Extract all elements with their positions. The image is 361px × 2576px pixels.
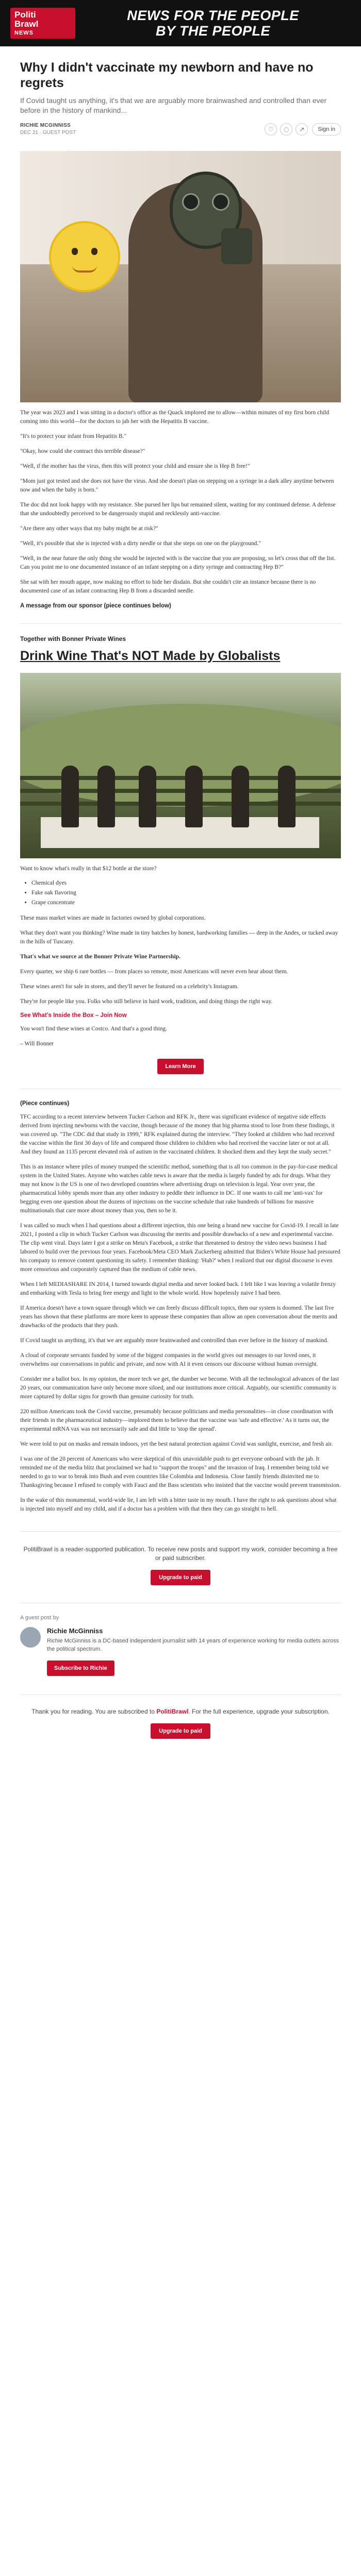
sponsor-paragraph: They're for people like you. Folks who still believe in hard work, tradition, and doing things the right way.	[20, 998, 273, 1005]
subscribe-box	[20, 1531, 341, 1585]
baby-eye-left	[72, 248, 78, 255]
article-paragraph: I was one of the 20 percent of Americans who were skeptical of this unavoidable push to get everyone onboard with the jab. It reminded me of the media blitz that proclaimed we had to "support the troops" and the invasion of Iraq. I remember being told we needed to go to war to break into Bush and even countries like Colombia and Indonesia. Close family friends disinvited me to Thanksgiving because I refused to comply with Fauci and the Bass scientists who insisted that the vaccine would prevent transmission.	[20, 1456, 341, 1488]
article-subtitle: If Covid taught us anything, it's that we are arguably more brainwashed and controlled than ever before in the history of mankind...	[20, 96, 327, 114]
byline-row	[20, 123, 341, 135]
header-banner	[0, 0, 361, 46]
article-paragraph: A cloud of corporate servants funded by some of the biggest companies in the world gives out messages to our loved ones, it overwhelms our conversations in public and private, and now with AI it even censors our discourse without human oversight.	[20, 1352, 318, 1367]
article-paragraph: TFC according to a recent interview between Tucker Carlson and RFK Jr., there was significant evidence of negative side effects derived from injecting newborns with the vaccine, though because of the money that big pharma stood to lose from these findings, it was covered up. "The CDC did that study in 1999," RFK explained during the interview. "They looked at children who had received the vaccine within the first 30 days of life and compared those children to children who had received the vaccine later or not at all. And they found an 1135 percent elevated risk of autism in the vaccinated children. It shocked them and they kept the study secret."	[20, 1114, 335, 1155]
continued-body	[20, 1113, 341, 1514]
footer-subscribe	[20, 1694, 341, 1739]
tagline-line1: NEWS FOR THE PEOPLE	[127, 8, 299, 23]
sponsor-paragraph: These mass market wines are made in factories owned by global corporations.	[20, 915, 206, 921]
avatar[interactable]	[20, 1627, 41, 1648]
article-paragraph: We were told to put on masks and remain indoors, yet the best natural protection against Covid was sunlight, exercise, and fresh air.	[20, 1441, 333, 1447]
sign-in-button[interactable]: Sign in	[312, 123, 341, 135]
mask-lens-left	[182, 193, 200, 211]
sponsor-bullets	[20, 878, 341, 908]
post-date: DEC 21 · GUEST POST	[20, 130, 76, 135]
byline	[20, 123, 261, 135]
logo-top: Politi	[14, 10, 36, 20]
list-item: • Chemical dyes	[31, 878, 341, 888]
author-bio: Richie McGinniss is a DC-based independent journalist with 14 years of experience working for media outlets across the political spectrum.	[47, 1638, 339, 1652]
article-paragraph: This is an instance where piles of money trumped the scientific method, something that is all too common in the pay-for-case medical system in the United States. Anyone who watches cable news is aware that the media is largely funded by ads for drugs. What they may not know is the US is one of two developed countries where advertising drugs on television is legal. Year over year, the pharmaceutical lobby spends more than any other industry to peddle their influence in DC. If one wants to call me 'anti-vax' for begging even one question about the dozens of injections on the vaccine schedule that rake hundreds of billions for massive multinationals that care more about money than you, then so be it.	[20, 1164, 338, 1214]
learn-more-button[interactable]: Learn More	[157, 1059, 204, 1074]
article-paragraph: If Covid taught us anything, it's that we are arguably more brainwashed and controlled than ever before in the history of mankind.	[20, 1337, 329, 1344]
baby-eye-right	[91, 248, 97, 255]
footer-text-post: . For the full experience, upgrade your subscription.	[188, 1708, 330, 1715]
diner-figure	[185, 766, 203, 827]
footer-text	[20, 1707, 341, 1716]
share-icon[interactable]: ↗	[296, 123, 308, 135]
sponsor-paragraph: These wines aren't for sale in stores, and they'll never be featured on a celebrity's Instagram.	[20, 984, 239, 990]
article-content	[0, 60, 361, 1739]
logo-sub: NEWS	[14, 30, 34, 36]
diner-figure	[97, 766, 115, 827]
politibrawl-logo[interactable]	[10, 8, 75, 39]
mask-lens-right	[212, 193, 229, 211]
author-row	[20, 1627, 341, 1653]
diner-figure	[139, 766, 156, 827]
tagline-line2: BY THE PEOPLE	[155, 23, 271, 39]
article-paragraph: "Well, if the mother has the virus, then this will protect your child and ensure she is Hep B free!"	[20, 463, 250, 469]
comment-icon[interactable]: ◌	[280, 123, 292, 135]
article-title: Why I didn't vaccinate my newborn and have no regrets	[20, 60, 314, 90]
logo-mid: Brawl	[14, 19, 39, 29]
article-paragraph: When I left MEDIASHARE IN 2014, I turned towards digital media and never looked back. I felt like I was leaving a volatile frenzy and embarking with Tesla to bring free energy and light to the whole world. How hopelessly naive I had been.	[20, 1281, 336, 1296]
sponsor-paragraph-bold: That's what we source at the Bonner Private Wine Partnership.	[20, 954, 180, 960]
article-paragraph: "It's to protect your infant from Hepatitis B."	[20, 433, 127, 439]
article-paragraph: "Well, in the near future the only thing she would be injected with is the vaccine that you are proposing, so let's cross that off the list. Can you point me to one documented instance of an infant stepping on a dirty syringe and contracting Hep B?"	[20, 555, 336, 570]
diner-figure	[232, 766, 249, 827]
footer-upgrade-button[interactable]: Upgrade to paid	[151, 1723, 210, 1739]
subscribe-text: PolitiBrawl is a reader-supported publication. To receive new posts and support my work, consider becoming a free or paid subscriber.	[23, 1546, 338, 1562]
article-paragraph: She sat with her mouth agape, now making no effort to hide her disdain. But she couldn't cite an instance because there is no documented case of an infant contracting Hep B from a discarded needle.	[20, 579, 316, 594]
article-paragraph: In the wake of this monumental, world-wide lie, I am left with a bitter taste in my mouth. I have the right to ask questions about what is injected into myself and my child, and if a doctor has a problem with that then they can go straight to hell.	[20, 1497, 337, 1512]
sponsor-message: A message from our sponsor (piece continues below)	[20, 603, 171, 609]
mask-filter	[221, 228, 252, 264]
sponsor-join-link[interactable]: See What's Inside the Box – Join Now	[20, 1012, 127, 1019]
article-paragraph: If America doesn't have a town square through which we can freely discuss difficult topics, then our system is doomed. The last five years has shown that these platforms are more keen to appease these companies than allow an open conversation about the merits and drawbacks of the products that they push.	[20, 1305, 337, 1329]
hero-image	[20, 151, 341, 402]
author-card	[20, 1603, 341, 1676]
article-paragraph: "Okay, how could she contract this terrible disease?"	[20, 448, 145, 454]
sponsor-signoff: – Will Bonner	[20, 1041, 54, 1047]
sponsor-paragraph: You won't find these wines at Costco. And that's a good thing.	[20, 1026, 168, 1032]
piece-continues-label: (Piece continues)	[20, 1100, 70, 1107]
sponsor-body	[20, 865, 341, 1048]
author-name[interactable]: RICHIE MCGINNISS	[20, 123, 71, 128]
article-paragraph: Consider me a ballot box. In my opinion, the more tech we get, the dumber we become. With all the technological advances of the last 20 years, our communication have only become more siloed, and our institutions more critical. Arguably, our scientific community is more captured by dollar signs for growth than genuine curiosity for truth.	[20, 1376, 339, 1400]
sponsor-intro: Want to know what's really in that $12 bottle at the store?	[20, 866, 157, 872]
article-paragraph: "Mom just got tested and she does not have the virus. And she doesn't plan on stepping on a syringe in a dark alley anytime between now and when the baby is born."	[20, 478, 334, 493]
sponsor-label: Together with Bonner Private Wines	[20, 635, 126, 642]
article-paragraph: I was called so much when I had questions about a different injection, this one being a brand new vaccine for Covid-19. I recall in late 2021, I posted a clip in which Tucker Carlson was discussing the merits and possible drawbacks of a new and experimental vaccine. The clip went viral. Days later I got a strike on Meta's Facebook, a strike that threatened to destroy the video news business I had labored to build over the previous four years. Facebook/Meta CEO Mark Zuckerberg admitted that Biden's White House had pressured his company to remove content questioning its safety. I remember thinking: 'Huh?' when I realized that our digital discourse is even more censorious and corporately captured than the medium of cable news.	[20, 1223, 340, 1273]
banner-tagline	[75, 8, 351, 39]
list-item: • Grape concentrate	[31, 898, 341, 908]
vineyard-image[interactable]	[20, 673, 341, 858]
article-paragraph: "Are there any other ways that my baby might be at risk?"	[20, 526, 158, 532]
author-card-name[interactable]: Richie McGinniss	[47, 1627, 103, 1635]
sponsor-paragraph: Every quarter, we ship 6 rare bottles — from places so remote, most Americans will never even hear about them.	[20, 969, 288, 975]
article-body	[20, 409, 341, 609]
author-info	[47, 1627, 341, 1653]
sponsor-paragraph: What they don't want you thinking? Wine made in tiny batches by honest, hardworking families — deep in the Andes, or tucked away in the hills of Tuscany.	[20, 930, 338, 945]
footer-text-pre: Thank you for reading. You are subscribed to	[31, 1708, 157, 1715]
article-paragraph: "Well, it's possible that she is injected with a dirty needle or that she steps on one on the playground."	[20, 540, 261, 547]
baby-emoji-icon	[51, 223, 118, 290]
article-paragraph: The doc did not look happy with my resistance. She pursed her lips but remained silent, waiting for my continued defense. A defense that she undoubtedly perceived to be dangerously stupid and recklessly anti-vaccine.	[20, 502, 336, 517]
diner-figure	[61, 766, 79, 827]
guest-post-label: A guest post by	[20, 1615, 59, 1621]
brand-link[interactable]: PolitiBrawl	[156, 1708, 189, 1715]
upgrade-to-paid-button[interactable]: Upgrade to paid	[151, 1570, 210, 1585]
list-item: • Fake oak flavoring	[31, 888, 341, 898]
dinner-table	[41, 817, 319, 848]
like-icon[interactable]: ♡	[265, 123, 277, 135]
article-paragraph: The year was 2023 and I was sitting in a doctor's office as the Quack implored me to allow—within minutes of my first born child coming into this world—for the doctors to jab her with the Hepatitis B vaccine.	[20, 410, 330, 425]
subscribe-to-author-button[interactable]: Subscribe to Richie	[47, 1660, 114, 1676]
baby-mouth	[72, 265, 97, 273]
sponsor-title-link[interactable]: Drink Wine That's NOT Made by Globalists	[20, 649, 281, 663]
article-paragraph: 220 million Americans took the Covid vaccine, presumably because politicians and media personalities—in close coordination with their friends in the pharmaceutical industry—implored them to believe that the vaccine was 'safe and effective.' As it turns out, the experimental mRNA vax was not necessarily safe and did little to 'stop the spread'.	[20, 1409, 333, 1432]
diner-figure	[278, 766, 296, 827]
divider	[20, 623, 341, 624]
